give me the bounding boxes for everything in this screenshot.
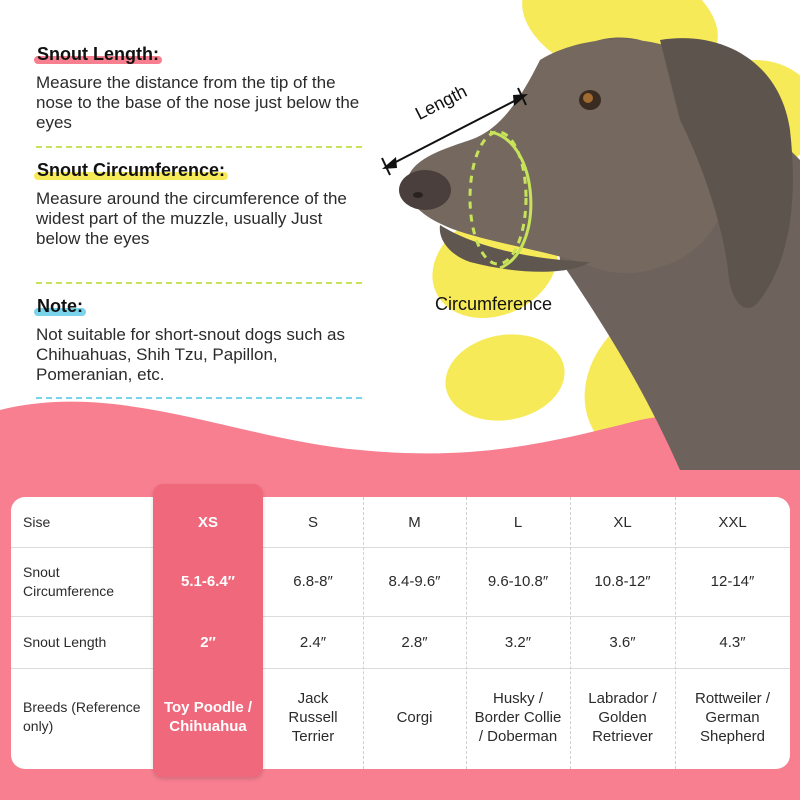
- note-text: Not suitable for short-snout dogs such as Chihuahuas, Shih Tzu, Papillon, Pomeranian, etc.: [36, 325, 345, 384]
- length-xxl: 4.3″: [719, 633, 746, 651]
- snout-length-heading: Snout Length:: [34, 44, 162, 65]
- note-heading: Note:: [34, 296, 86, 317]
- row-label-length: Snout Length: [23, 633, 107, 650]
- circumference-xxl: 12-14″: [710, 573, 755, 590]
- breeds-m: Corgi: [396, 708, 433, 726]
- circumference-label: Circumference: [435, 294, 553, 314]
- row-label-breeds: Breeds (Reference only): [23, 699, 141, 734]
- size-l: L: [513, 513, 523, 531]
- divider: [36, 282, 362, 284]
- length-xs: 2″: [200, 633, 216, 651]
- circumference-s: 6.8-8″: [293, 573, 333, 590]
- snout-circumference-heading: Snout Circumference:: [34, 160, 228, 181]
- divider: [36, 397, 362, 399]
- row-label-size: Sise: [23, 513, 51, 530]
- divider: [36, 146, 362, 148]
- length-s: 2.4″: [299, 633, 327, 651]
- length-m: 2.8″: [401, 633, 428, 651]
- circumference-m: 8.4-9.6″: [388, 573, 441, 590]
- size-m: M: [408, 513, 421, 531]
- circumference-l: 9.6-10.8″: [487, 573, 549, 590]
- breeds-s: Jack Russell Terrier: [288, 689, 338, 745]
- breeds-xs: Toy Poodle / Chihuahua: [163, 699, 253, 735]
- size-xl: XL: [613, 513, 632, 531]
- length-xl: 3.6″: [609, 633, 636, 651]
- snout-length-text: Measure the distance from the tip of the nose to the base of the nose just below the eyes: [36, 73, 360, 132]
- length-l: 3.2″: [504, 633, 532, 651]
- size-xxl: XXL: [718, 513, 747, 531]
- size-xs: XS: [197, 513, 218, 531]
- breeds-xl: Labrador / Golden Retriever: [588, 689, 657, 745]
- breeds-l: Husky / Border Collie / Doberman: [474, 689, 562, 745]
- circumference-xl: 10.8-12″: [594, 573, 651, 590]
- size-s: S: [307, 513, 318, 531]
- circumference-xs: 5.1-6.4″: [181, 573, 235, 590]
- breeds-xxl: Rottweiler / German Shepherd: [694, 689, 771, 745]
- length-label: Length: [412, 81, 471, 124]
- snout-circumference-text: Measure around the circumference of the widest part of the muzzle, usually Just below the eyes: [36, 189, 347, 248]
- row-label-circumference: Snout Circumference: [23, 563, 115, 599]
